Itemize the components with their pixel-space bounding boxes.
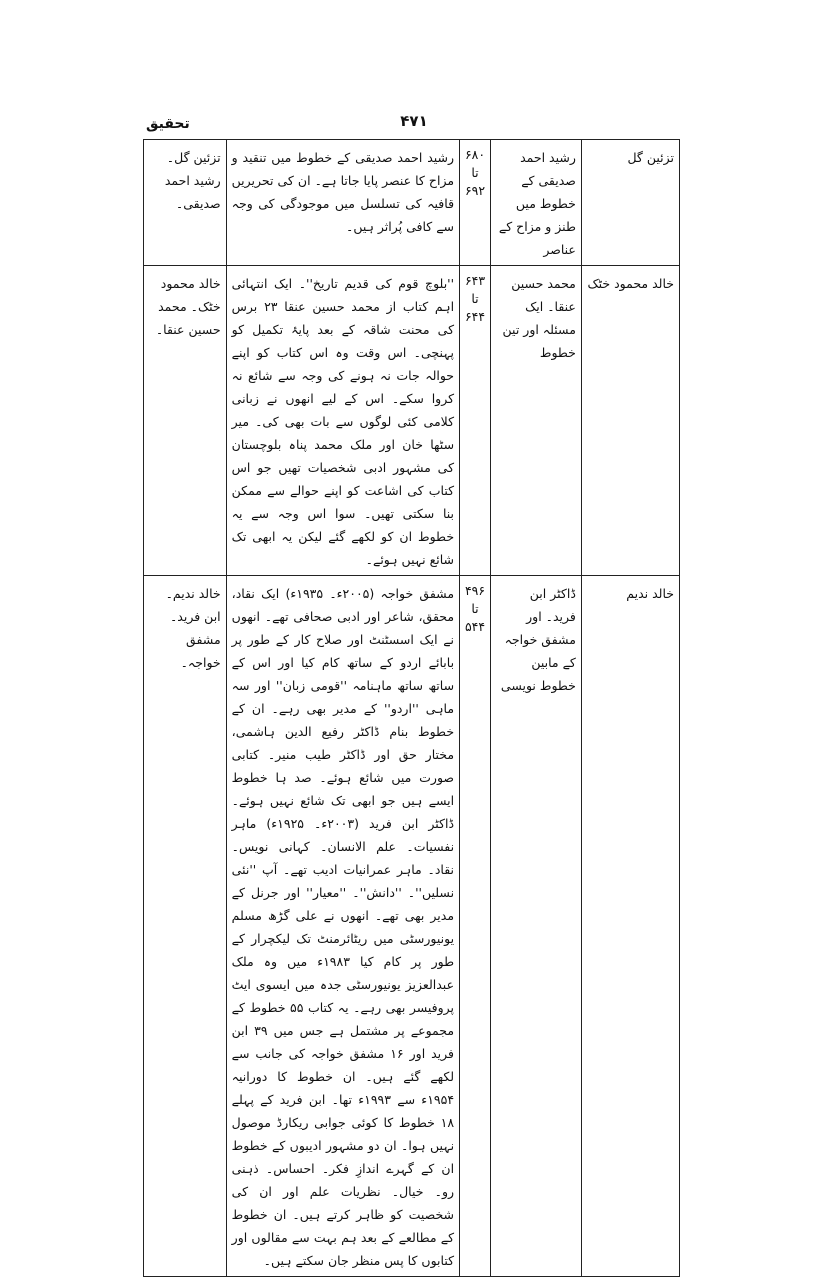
- topic-cell: رشید احمد صدیقی کے خطوط میں طنز و مزاح کے عناصر: [491, 140, 582, 266]
- page-to-word: تا: [471, 601, 479, 616]
- page-to: ۶۴۴: [464, 309, 486, 324]
- page-to-word: تا: [471, 291, 479, 306]
- page-from: ۶۴۳: [464, 273, 486, 288]
- pages-cell: [460, 576, 491, 1277]
- page-number: ۴۷۱: [400, 112, 428, 130]
- summary-cell: رشید احمد صدیقی کے خطوط میں تنقید و مزاح کا عنصر پایا جاتا ہے۔ ان کی تحریریں قافیہ کی تسلسل میں موجودگی کی وجہ سے کافی پُراثر ہیں۔: [226, 140, 459, 266]
- page-to: ۵۴۴: [464, 619, 486, 634]
- journal-title: تحقیق: [146, 116, 190, 132]
- topic-cell: ڈاکٹر ابن فرید۔ اور مشفق خواجہ کے مابین خطوط نویسی: [491, 576, 582, 1277]
- page-to-word: تا: [471, 165, 479, 180]
- page-from: ۶۸۰: [464, 147, 486, 162]
- keywords-cell: تزئین گل۔ رشید احمد صدیقی۔: [144, 140, 227, 266]
- author-cell: خالد ندیم: [581, 576, 679, 1277]
- table-row: [144, 576, 680, 1277]
- topic-cell: محمد حسین عنقا۔ ایک مسئلہ اور تین خطوط: [491, 266, 582, 576]
- page-from: ۴۹۶: [464, 583, 486, 598]
- pages-cell: [460, 266, 491, 576]
- summary-cell: مشفق خواجہ (۲۰۰۵ء۔ ۱۹۳۵ء) ایک نقاد، محقق، شاعر اور ادبی صحافی تھے۔ انھوں نے ایک اسسٹنٹ اور صلاح کار کے طور پر بابائے اردو کے ساتھ کام کیا اور اس کے ساتھ ساتھ ماہنامہ ''قومی زبان'' اور سہ ماہی ''اردو'' کے مدیر بھی رہے۔ ان کے خطوط بنام ڈاکٹر رفیع الدین ہاشمی، مختار حق اور ڈاکٹر طیب منیر۔ کتابی صورت میں شائع ہوئے۔ صد ہا خطوط ایسے ہیں جو ابھی تک شائع نہیں ہوئے۔ ڈاکٹر ابن فرید (۲۰۰۳ء۔ ۱۹۲۵ء) ماہر نفسیات۔ علم الانسان۔ کہانی نویس۔ نقاد۔ ماہر عمرانیات ادیب تھے۔ آپ ''نئی نسلیں''۔ ''دانش''۔ ''معیار'' اور جرنل کے مدیر بھی تھے۔ انھوں نے علی گڑھ مسلم یونیورسٹی میں ریٹائرمنٹ تک لیکچرار کے طور پر کام کیا ۱۹۸۳ء میں وہ ملک عبدالعزیز یونیورسٹی جدہ میں ایسوی ایٹ پروفیسر بھی رہے۔ یہ کتاب ۵۵ خطوط کے مجموعے پر مشتمل ہے جس میں ۳۹ ابن فرید اور ۱۶ مشفق خواجہ کی جانب سے لکھے گئے ہیں۔ ان خطوط کا دورانیہ ۱۹۵۴ء سے ۱۹۹۳ء تھا۔ ابن فرید کے پہلے ۱۸ خطوط کا کوئی جوابی ریکارڈ موصول نہیں ہوا۔ ان دو مشہور ادیبوں کے خطوط ان کے گہرے اندازِ فکر۔ احساس۔ ذہنی رو۔ خیال۔ نظریات علم اور ان کی شخصیت کو ظاہر کرتے ہیں۔ ان خطوط کے مطالعے کے بعد ہم بہت سے مقالوں اور کتابوں کا پس منظر جان سکتے ہیں۔: [226, 576, 459, 1277]
- pages-cell: [460, 140, 491, 266]
- table-row: [144, 140, 680, 266]
- page-to: ۶۹۲: [464, 183, 486, 198]
- keywords-cell: خالد محمود خٹک۔ محمد حسین عنقا۔: [144, 266, 227, 576]
- table-row: [144, 266, 680, 576]
- running-head: [146, 112, 682, 136]
- author-cell: خالد محمود خٹک: [581, 266, 679, 576]
- keywords-cell: خالد ندیم۔ ابن فرید۔ مشفق خواجہ۔: [144, 576, 227, 1277]
- author-cell: تزئین گل: [581, 140, 679, 266]
- index-table: [143, 139, 680, 1277]
- summary-cell: ''بلوچ قوم کی قدیم تاریخ''۔ ایک انتہائی اہم کتاب از محمد حسین عنقا ۲۳ برس کی محنت شاقہ کے بعد پایۂ تکمیل کو پہنچی۔ اس وقت وہ اس کتاب کو اپنے حوالہ جات نہ ہونے کی وجہ سے شائع نہ کروا سکے۔ اس کے لیے انھوں نے زبانی کلامی کئی لوگوں سے بات بھی کی۔ میر سٹھا خان اور ملک محمد پناہ بلوچستان کی مشہور ادبی شخصیات تھیں جو اس کتاب کی اشاعت کو اپنے حوالے سے ممکن بنا سکتی تھیں۔ سوا اس وجہ سے یہ خطوط ان کو لکھے گئے لیکن یہ ابھی تک شائع نہیں ہوئے۔: [226, 266, 459, 576]
